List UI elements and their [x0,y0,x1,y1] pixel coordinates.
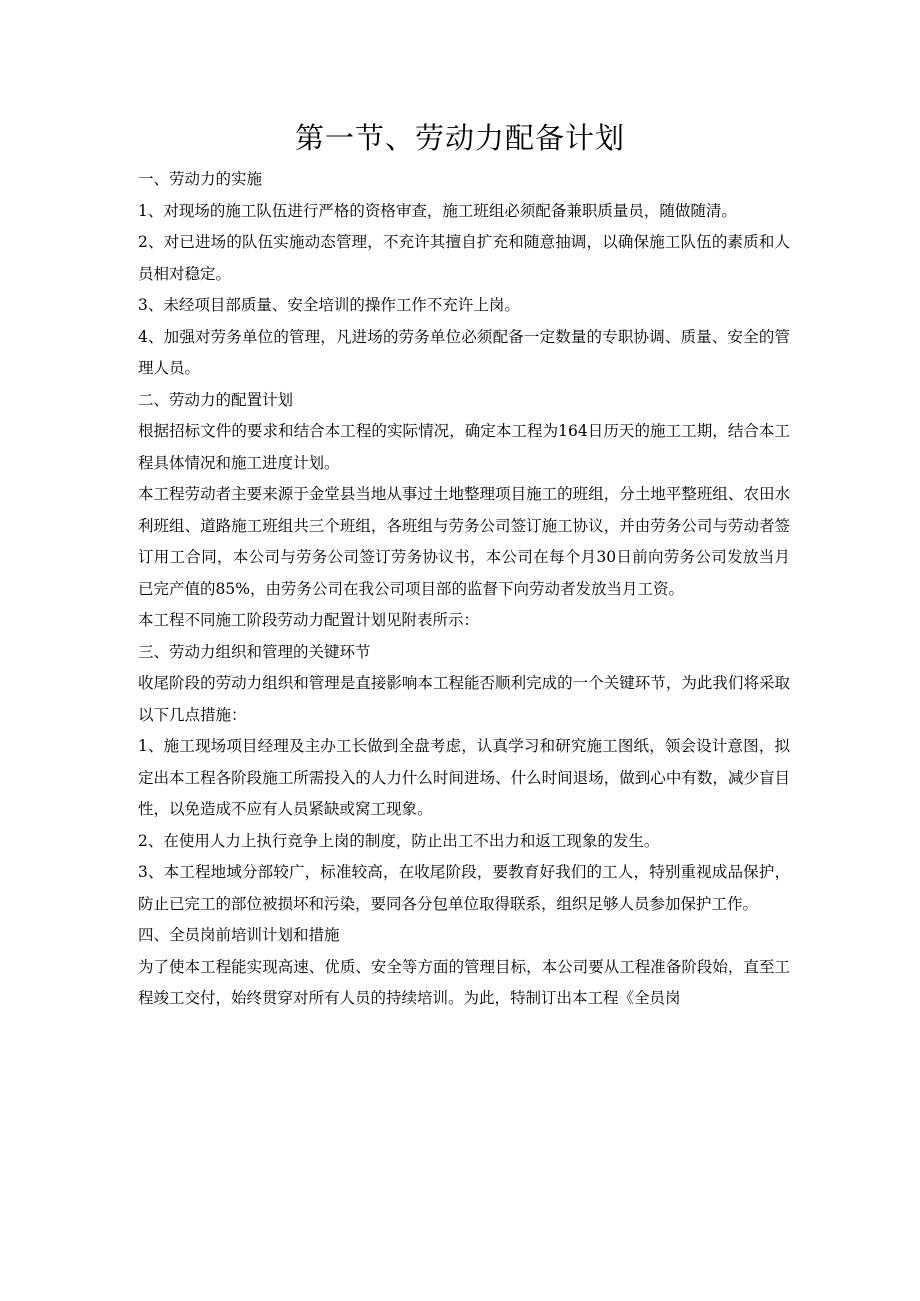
section-heading-2: 二、劳动力的配置计划 [138,390,294,409]
paragraph: 收尾阶段的劳动力组织和管理是直接影响本工程能否顺利完成的一个关键环节，为此我们将采取以下几点措施： [138,674,790,724]
paragraph: 3、本工程地域分部较广，标准较高，在收尾阶段，要教育好我们的工人，特别重视成品保护，防止已完工的部位被损坏和污染，要同各分包单位取得联系，组织足够人员参加保护工作。 [138,863,790,913]
paragraph: 3、未经项目部质量、安全培训的操作工作不充许上岗。 [138,296,520,314]
paragraph: 为了使本工程能实现高速、优质、安全等方面的管理目标，本公司要从工程准备阶段始，直至工程竣工交付，始终贯穿对所有人员的持续培训。为此，特制订出本工程《全员岗 [138,957,790,1007]
section-heading-4: 四、全员岗前培训计划和措施 [138,926,340,944]
document-body [138,164,790,1015]
paragraph: 1、对现场的施工队伍进行严格的资格审查，施工班组必须配备兼职质量员，随做随清。 [138,201,737,220]
section-heading-3: 三、劳动力组织和管理的关键环节 [138,642,371,661]
paragraph: 根据招标文件的要求和结合本工程的实际情况，确定本工程为164日历天的施工工期，结合本工程具体情况和施工进度计划。 [138,422,790,472]
paragraph: 4、加强对劳务单位的管理，凡进场的劳务单位必须配备一定数量的专职协调、质量、安全的管理人员。 [138,327,790,377]
paragraph: 1、施工现场项目经理及主办工长做到全盘考虑，认真学习和研究施工图纸，领会设计意图，拟定出本工程各阶段施工所需投入的人力什么时间进场、什么时间退场，做到心中有数，减少盲目性，以免造成不应有人员紧缺或窝工现象。 [138,737,790,818]
paragraph: 2、在使用人力上执行竞争上岗的制度，防止出工不出力和返工现象的发生。 [138,831,660,850]
paragraph: 本工程不同施工阶段劳动力配置计划见附表所示： [138,611,480,629]
paragraph: 本工程劳动者主要来源于金堂县当地从事过土地整理项目施工的班组，分土地平整班组、农田水利班组、道路施工班组共三个班组，各班组与劳务公司签订施工协议，并由劳务公司与劳动者签订用工合同，本公司与劳务公司签订劳务协议书，本公司在每个月30日前向劳务公司发放当月已完产值的85%，由劳务公司在我公司项目部的监督下向劳动者发放当月工资。 [138,485,790,598]
section-heading-1: 一、劳动力的实施 [138,170,263,188]
page-title: 第一节、劳动力配备计划 [294,121,625,155]
paragraph: 2、对已进场的队伍实施动态管理，不充许其擅自扩充和随意抽调，以确保施工队伍的素质和人员相对稳定。 [138,233,790,283]
